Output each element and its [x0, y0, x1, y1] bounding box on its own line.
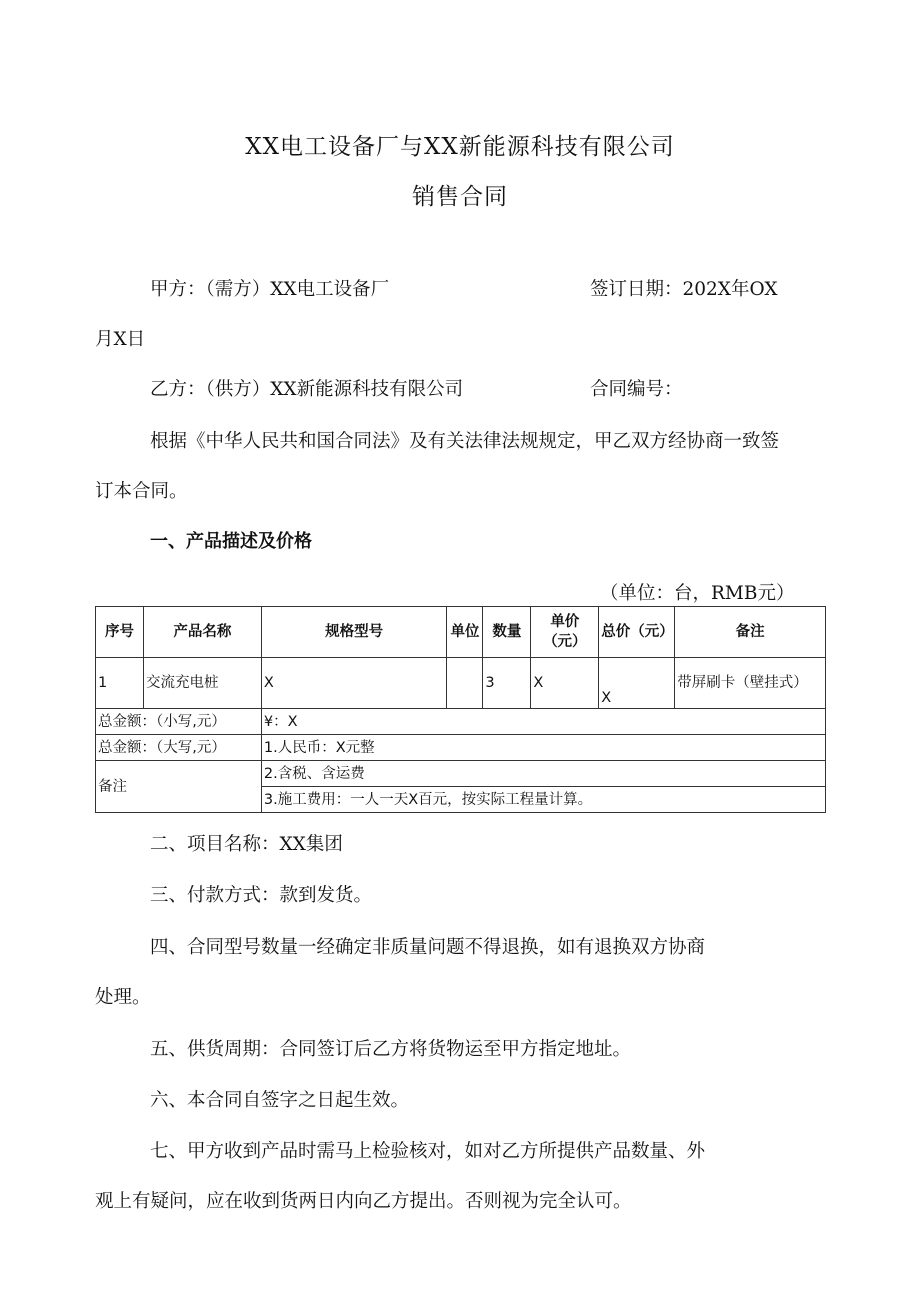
clause-3: 三、付款方式：款到发货。 [150, 885, 373, 906]
contract-title: 销售合同 [412, 184, 508, 210]
total-big-row [96, 735, 826, 761]
header-unit: 单位 [447, 607, 483, 658]
header-spec: 规格型号 [261, 607, 447, 658]
clause-7-line-1: 七、甲方收到产品时需马上检验核对，如对乙方所提供产品数量、外 [150, 1141, 706, 1162]
remark-row-2 [96, 761, 826, 787]
intro-line-2: 订本合同。 [95, 481, 188, 502]
party-b: 乙方：（供方）XX新能源科技有限公司 [150, 379, 464, 400]
remark-2: 2.含税、含运费 [261, 761, 825, 787]
party-a: 甲方：（需方）XX电工设备厂 [150, 279, 390, 300]
total-big-label: 总金额：（大写,元） [96, 735, 262, 761]
header-qty: 数量 [483, 607, 531, 658]
cell-spec: X [261, 658, 447, 709]
header-name: 产品名称 [143, 607, 261, 658]
header-remark: 备注 [675, 607, 826, 658]
cell-qty: 3 [483, 658, 531, 709]
contract-number: 合同编号： [590, 379, 683, 400]
intro-line-1: 根据《中华人民共和国合同法》及有关法律法规规定，甲乙双方经协商一致签 [150, 431, 780, 452]
cell-name: 交流充电桩 [143, 658, 261, 709]
contract-title-parties: XX电工设备厂与XX新能源科技有限公司 [245, 134, 675, 160]
cell-total-price: X [599, 658, 675, 709]
total-small-value: ¥：X [261, 709, 825, 735]
clause-4-line-2: 处理。 [95, 987, 151, 1008]
cell-unit-price: X [531, 658, 599, 709]
header-seq: 序号 [96, 607, 144, 658]
remark-3: 3.施工费用：一人一天X百元，按实际工程量计算。 [261, 787, 825, 813]
section-1-heading: 一、产品描述及价格 [150, 531, 312, 552]
total-small-label: 总金额：（小写,元） [96, 709, 262, 735]
header-total-price: 总价（元） [599, 607, 675, 658]
unit-note: （单位：台，RMB元） [600, 583, 795, 604]
header-unit-price: 单价（元） [531, 607, 599, 658]
cell-seq: 1 [96, 658, 144, 709]
product-table [95, 606, 826, 813]
cell-unit [447, 658, 483, 709]
sign-date-continued: 月X日 [95, 329, 146, 350]
table-row [96, 658, 826, 709]
total-small-row [96, 709, 826, 735]
clause-5: 五、供货周期：合同签订后乙方将货物运至甲方指定地址。 [150, 1039, 632, 1060]
clause-6: 六、本合同自签字之日起生效。 [150, 1090, 410, 1111]
total-big-value: 1.人民币：X元整 [261, 735, 825, 761]
cell-remark: 带屏刷卡（壁挂式） [675, 658, 826, 709]
clause-7-line-2: 观上有疑问，应在收到货两日内向乙方提出。否则视为完全认可。 [95, 1191, 632, 1212]
clause-2: 二、项目名称：XX集团 [150, 834, 343, 855]
sign-date: 签订日期：202X年OX [590, 279, 778, 300]
remarks-label: 备注 [96, 761, 262, 813]
table-header-row [96, 607, 826, 658]
clause-4-line-1: 四、合同型号数量一经确定非质量问题不得退换，如有退换双方协商 [150, 937, 706, 958]
